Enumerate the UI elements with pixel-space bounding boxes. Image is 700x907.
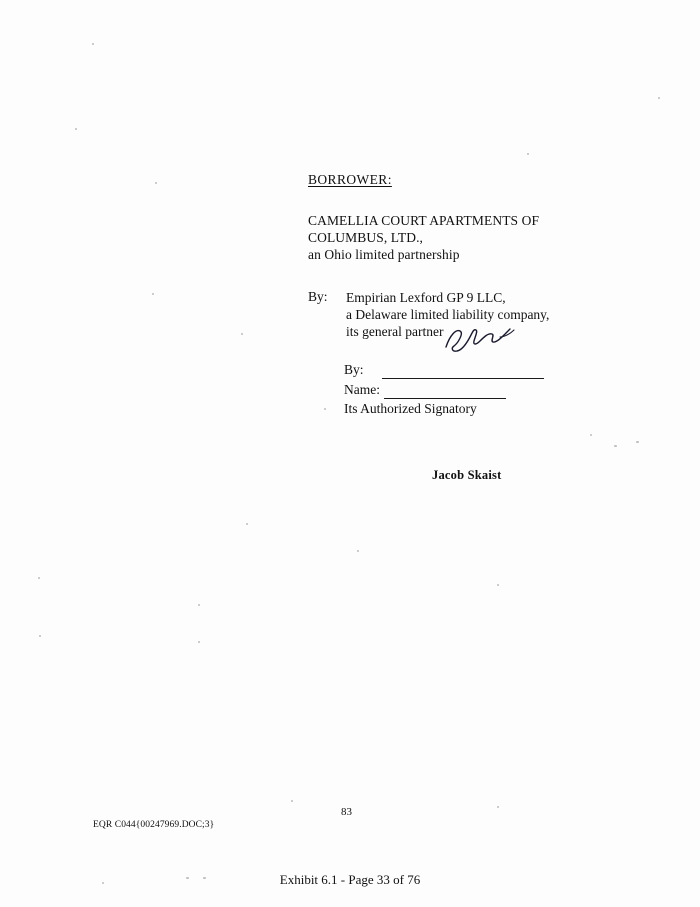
- scan-speck: [614, 445, 617, 447]
- general-partner-line-1: Empirian Lexford GP 9 LLC,: [346, 290, 506, 305]
- scan-speck: [155, 182, 157, 184]
- by-label: By:: [308, 289, 328, 304]
- general-partner-line-2: a Delaware limited liability company,: [346, 307, 550, 322]
- scan-speck: [658, 97, 660, 99]
- page-number: 83: [341, 806, 352, 818]
- signature-by-row: [344, 362, 638, 379]
- scan-speck: [75, 128, 77, 130]
- signatory-title: Its Authorized Signatory: [344, 401, 477, 416]
- name-line: [384, 384, 506, 399]
- borrower-label: BORROWER:: [308, 172, 392, 187]
- exhibit-footer: Exhibit 6.1 - Page 33 of 76: [279, 872, 421, 887]
- scan-speck: [497, 806, 499, 808]
- name-label: Name:: [344, 382, 380, 397]
- general-partner-block: [346, 289, 549, 340]
- scan-speck: [590, 434, 592, 436]
- scan-speck: [357, 550, 359, 552]
- general-partner-by-row: [308, 289, 638, 340]
- scan-speck: [497, 584, 499, 586]
- scan-speck: [39, 635, 41, 637]
- scan-speck: [198, 641, 200, 643]
- entity-line-3: an Ohio limited partnership: [308, 247, 460, 262]
- scan-speck: [527, 153, 529, 155]
- signature-block: [308, 172, 638, 417]
- scan-speck: [241, 333, 243, 335]
- scan-speck: [92, 43, 94, 45]
- general-partner-line-3: its general partner: [346, 324, 444, 339]
- scan-speck: [636, 441, 639, 443]
- entity-line-2: COLUMBUS, LTD.,: [308, 230, 424, 245]
- scan-speck: [291, 800, 293, 802]
- scan-speck: [152, 293, 154, 295]
- entity-line-1: CAMELLIA COURT APARTMENTS OF: [308, 213, 540, 228]
- scan-speck: [246, 523, 248, 525]
- scan-speck: [198, 604, 200, 606]
- inner-by-label: By:: [344, 362, 364, 377]
- signatory-printed-name: Jacob Skaist: [432, 468, 502, 482]
- signature-line: [382, 364, 544, 379]
- document-code: EQR C044{00247969.DOC;3}: [93, 820, 215, 830]
- printed-name-row: [344, 382, 638, 399]
- signature-lines-block: [344, 362, 638, 417]
- borrower-entity-name: [308, 212, 638, 263]
- scan-speck: [38, 577, 40, 579]
